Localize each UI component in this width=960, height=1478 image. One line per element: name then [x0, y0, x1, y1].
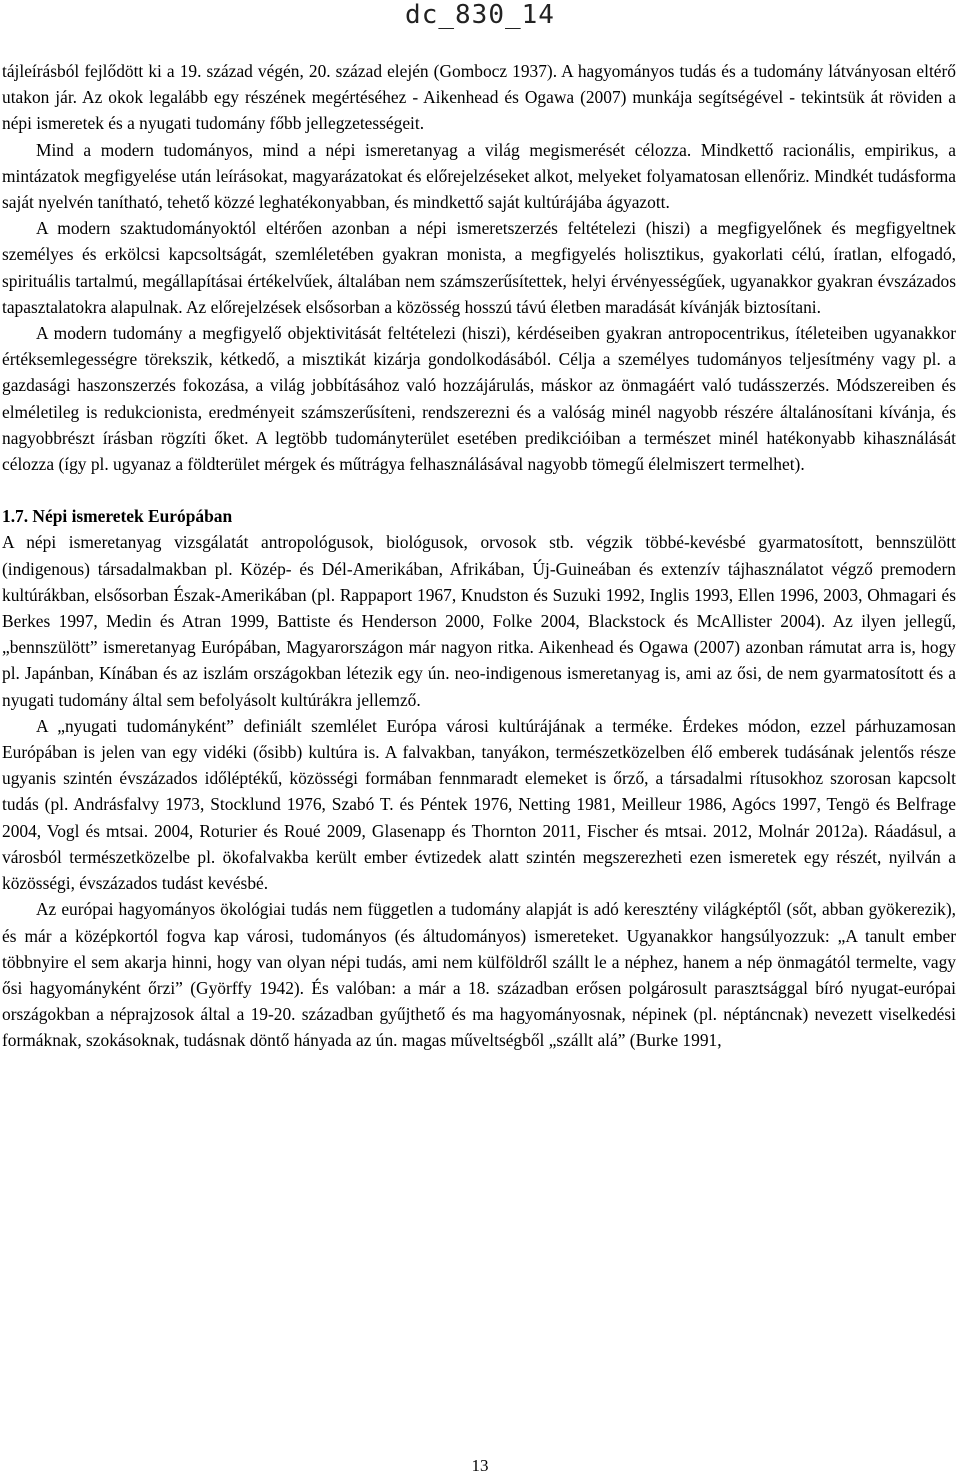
- document-id-header: dc_830_14: [405, 0, 555, 30]
- paragraph-1: tájleírásból fejlődött ki a 19. század végén, 20. század elején (Gombocz 1937). A hagyományos tudás és a tudomány látványosan eltérő utakon jár. Az okok legalább egy részének megértéséhez - Aikenhead és Ogawa (2007) munkája segítségével - tekintsük át röviden a népi ismeretek és a nyugati tudomány főbb jellegzetességeit.: [2, 61, 956, 134]
- document-body: [2, 58, 956, 1054]
- paragraph-5: A népi ismeretanyag vizsgálatát antropológusok, biológusok, orvosok stb. végzik többé-kevésbé gyarmatosított, bennszülött (indigenous) társadalmakban pl. Közép- és Dél-Amerikában, Afrikában, Új-Guineában és extenzív tájhasználatot végző premodern kultúrákban, elsősorban Észak-Amerikában (pl. Rappaport 1967, Knudston és Suzuki 1992, Inglis 1993, Ellen 1996, 2003, Ohmagari és Berkes 1997, Medin és Atran 1999, Battiste és Henderson 2000, Folke 2004, Blackstock és McAllister 2004). Az ilyen jellegű, „bennszülött” ismeretanyag Európában, Magyarországon már nagyon ritka. Aikenhead és Ogawa (2007) azonban rámutat arra is, hogy pl. Japánban, Kínában és az iszlám országokban létezik egy ún. neo-indigenous ismeretanyag is, ami az ősi, de nem gyarmatosított és a nyugati tudomány által sem befolyásolt kultúrákra jellemző.: [2, 532, 956, 710]
- paragraph-7: Az európai hagyományos ökológiai tudás nem független a tudomány alapját is adó keresztény világképtől (sőt, abban gyökerezik), és már a középkortól fogva kap városi, tudományos (és áltudományos) ismereteket. Ugyanakkor hangsúlyozzuk: „A tanult ember többnyire el sem akarja hinni, hogy van olyan népi tudás, ami nem külföldről szállt le a néphez, hanem a nép önmagától termelte, vagy ősi hagyományként őrzi” (Györffy 1942). És valóban: a már a 18. században erősen polgárosult parasztsággal bíró nyugat-európai országokban a néprajzosok által a 19-20. században gyűjthető és ma hagyományosnak, népinek (pl. néptáncnak) nevezett viselkedési formáknak, szokásoknak, tudásnak döntő hányada az ún. magas műveltségből „szállt alá” (Burke 1991,: [2, 899, 956, 1051]
- paragraph-3: A modern szaktudományoktól eltérően azonban a népi ismeretszerzés feltételezi (hiszi) a megfigyelőnek és megfigyeltnek személyes és erkölcsi kapcsoltságát, szemléletében gyakran monista, a megfigyelés holisztikus, gyakorlati célú, íratlan, elfogadó, spirituális tartalmú, megállapításai értékelvűek, általában nem számszerűsítettek, helyi érvényességűek, ugyanakkor gyakran évszázados tapasztalatokra alapulnak. Az előrejelzések elsősorban a közösség hosszú távú életben maradását kívánják biztosítani.: [2, 218, 956, 317]
- paragraph-2: Mind a modern tudományos, mind a népi ismeretanyag a világ megismerését célozza. Mindkettő racionális, empirikus, a mintázatok megfigyelése után leírásokat, magyarázatokat és előrejelzéseket alkot, melyeket folyamatosan ellenőriz. Mindkét tudásforma saját nyelvén tanítható, tehető közzé leghatékonyabban, és mindkettő saját kultúrájába ágyazott.: [2, 139, 956, 213]
- paragraph-4: A modern tudomány a megfigyelő objektivitását feltételezi (hiszi), kérdéseiben gyakran antropocentrikus, ítéleteiben ugyanakkor értéksemlegességre törekszik, kétkedő, a misztikát kizárja gondolkodásából. Célja a személyes tudományos teljesítmény vagy pl. a gazdasági haszonszerzés fokozása, a világ jobbításához való hozzájárulás, máskor az önmagáért való tudásszerzés. Módszereiben és elméletileg is redukcionista, eredményeit számszerűsíteni, rendszerezni és a valóság minél nagyobb részére általánosítani kívánja, és nagyobbrészt írásban rögzíti őket. A legtöbb tudományterület esetében predikcióiban a természet minél hatékonyabb kihasználását célozza (így pl. ugyanaz a földterület mérgek és műtrágya felhasználásával nagyobb tömegű élelmiszert termelhet).: [2, 323, 956, 475]
- page-number: 13: [471, 1456, 489, 1475]
- paragraph-6: A „nyugati tudományként” definiált szemlélet Európa városi kultúrájának a terméke. Érdekes módon, ezzel párhuzamosan Európában is jelen van egy vidéki (ősibb) kultúra is. A falvakban, tanyákon, természetközelben élő emberek tudásának jelentős része ugyanis szintén évszázados időléptékű, közösségi formában fennmaradt elemeket is őrző, a társadalmi rítusokhoz szorosan kapcsolt tudás (pl. Andrásfalvy 1973, Stocklund 1976, Szabó T. és Péntek 1976, Netting 1981, Meilleur 1986, Agócs 1997, Tengö és Belfrage 2004, Vogl és mtsai. 2004, Roturier és Roué 2009, Glasenapp és Thornton 2011, Fischer és mtsai. 2012, Molnár 2012a). Ráadásul, a városból természetközelbe pl. ökofalvakba került ember évtizedek alatt szintén megszerezheti ezen ismeretek egy részét, nyilván a közösségi, évszázados tudást kevésbé.: [2, 715, 956, 894]
- section-heading: 1.7. Népi ismeretek Európában: [2, 506, 233, 527]
